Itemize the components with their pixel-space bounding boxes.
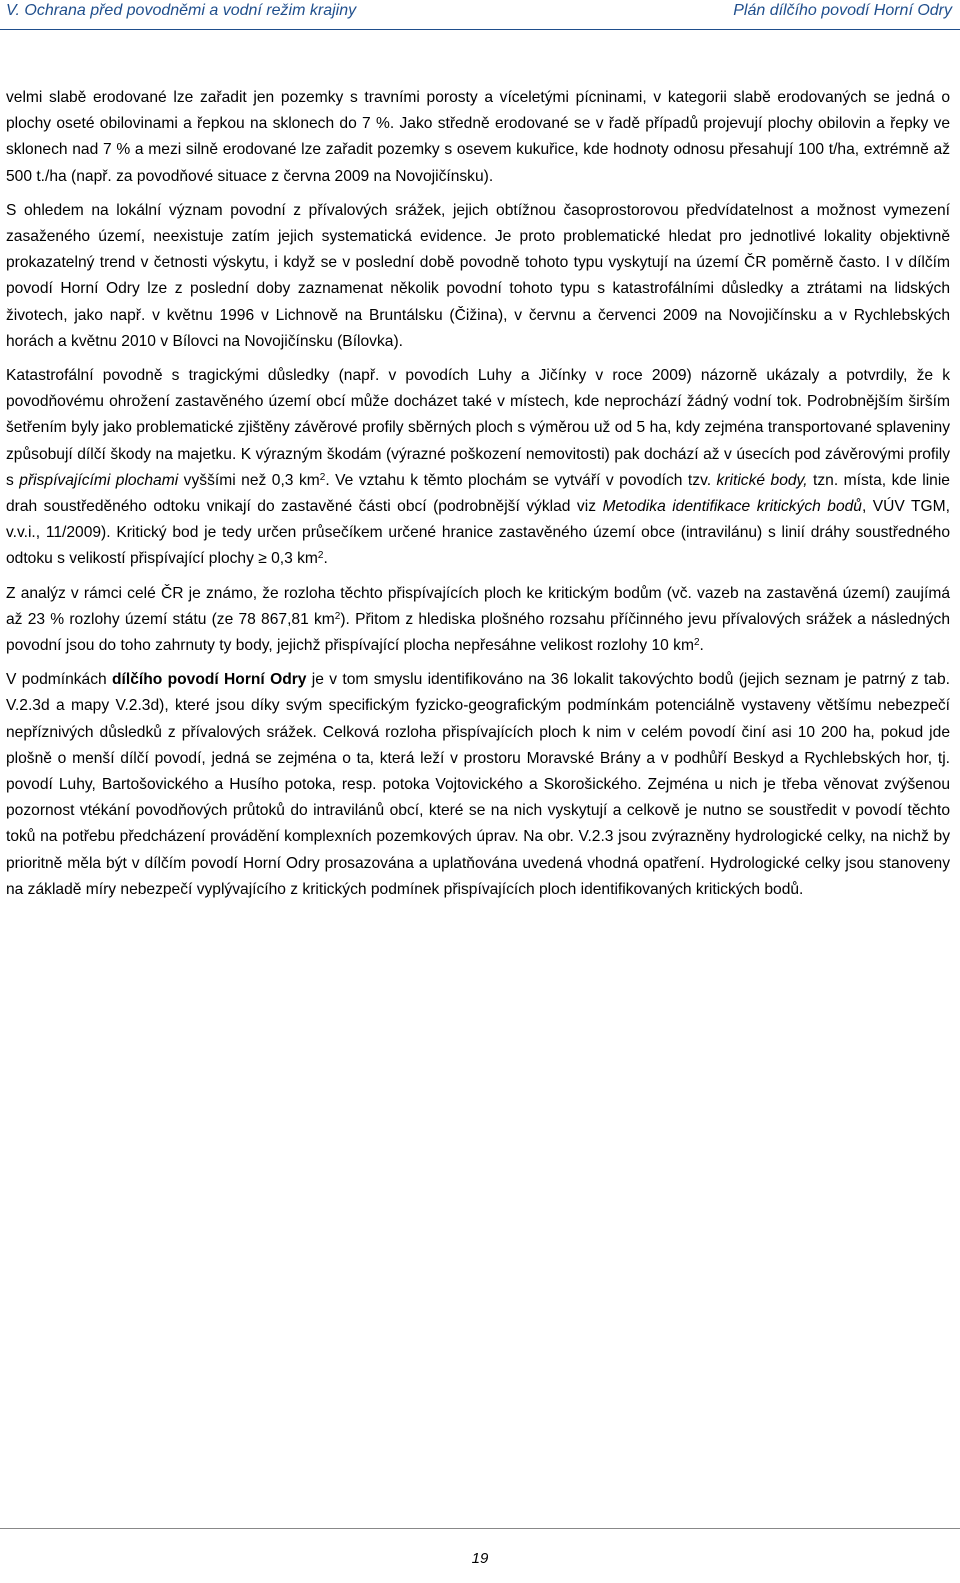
page-header <box>0 0 960 32</box>
superscript: 2 <box>319 471 326 483</box>
body-text <box>6 85 950 911</box>
text-run: . Ve vztahu k těmto plochám se vytváří v povodích tzv. <box>325 471 717 489</box>
document-title: Plán dílčího povodí Horní Odry <box>733 2 952 19</box>
paragraph-text: S ohledem na lokální význam povodní z přívalových srážek, jejich obtížnou časoprostorovou předvídatelnost a možnost vymezení zasaženého území, neexistuje zatím jejich systematická evidence. Je proto problematické hledat pro jednotlivé lokality objektivně prokazatelný trend v četnosti výskytu, i když se v poslední době povodně tohoto typu vyskytují na území ČR poměrně často. I v dílčím povodí Horní Odry lze z poslední doby zaznamenat několik povodní tohoto typu s katastrofálními důsledky a ztrátami na lidských životech, jako např. v květnu 1996 v Lichnově na Bruntálsku (Čižina), v červnu a červenci 2009 na Novojičínsku a v Rychlebských horách a květnu 2010 v Bílovci na Novojičínsku (Bílovka). <box>6 201 950 350</box>
text-run: vyššími než 0,3 km <box>178 471 320 489</box>
emphasis-contributing-areas: přispívajícími plochami <box>19 471 179 489</box>
paragraph-flash-flood-records <box>6 198 950 355</box>
superscript: 2 <box>317 550 324 562</box>
footer-divider <box>0 1528 960 1529</box>
text-run: V podmínkách <box>6 671 113 689</box>
emphasis-critical-points: kritické body, <box>716 471 808 489</box>
paragraph-text: velmi slabě erodované lze zařadit jen pozemky s travními porosty a víceletými pícninami, v kategorii slabě erodovaných se jedná o plochy oseté obilovinami a řepkou na sklonech do 7 %. Jako středně erodované se v řadě případů projevují plochy obilovin a řepky ve sklonech nad 7 % a mezi silně erodované lze zařadit pozemky s osevem kukuřice, kde hodnoty odnosu přesahují 100 t/ha, extrémně až 500 t./ha (např. za povodňové situace z června 2009 na Novojičínsku). <box>6 89 950 185</box>
chapter-title: V. Ochrana před povodněmi a vodní režim krajiny <box>6 2 357 19</box>
text-run: ). Přitom z hlediska plošného rozsahu příčinného jevu přívalových srážek a následných povodní jsou do toho zahrnuty ty body, jejichž přispívající plocha nepřesáhne velikost rozlohy 10 km <box>6 610 950 655</box>
text-run: Katastrofální povodně s tragickými důsledky (např. v povodích Luhy a Jičínky v roce 2009) názorně ukázaly a potvrdily, že k povodňovému ohrožení zastavěného území obcí může docházet také v místech, kde neprochází žádný vodní tok. Podrobnějším širším šetřením byly jako problematické zjištěny závěrové profily sběrných ploch s výměrou už od 5 ha, kdy zejména transportované splaveniny způsobují dílčí škody na majetku. K výrazným škodám (výrazné poškození nemovitosti) pak dochází až v úsecích pod závěrovými profily s <box>6 367 950 489</box>
greater-equal-symbol: ≥ <box>258 550 267 568</box>
paragraph-upper-odra-basin <box>6 667 950 903</box>
paragraph-national-analysis <box>6 581 950 660</box>
bold-basin-name: dílčího povodí Horní Odry <box>112 671 307 689</box>
text-run: Z analýz v rámci celé ČR je známo, že rozloha těchto přispívajících ploch ke kritickým bodům (vč. vazeb na zastavěná území) zaujímá až 23 % rozlohy území státu (ze 78 867,81 km <box>6 584 950 628</box>
superscript: 2 <box>334 610 341 622</box>
text-run: . <box>699 637 704 655</box>
text-run: 0,3 km <box>266 550 318 568</box>
superscript: 2 <box>693 637 700 649</box>
paragraph-critical-points <box>6 363 950 573</box>
text-run: . <box>323 550 328 568</box>
paragraph-erosion-categories <box>6 85 950 190</box>
header-divider <box>0 29 960 30</box>
text-run: je v tom smyslu identifikováno na 36 lokalit takovýchto bodů (jejich seznam je patrný z tab. V.2.3d a mapy V.2.3d), které jsou díky svým specifickým fyzicko-geografickým podmínkám potenciálně vystaveny většímu nebezpečí nepříznivých důsledků z přívalových srážek. Celková rozloha přispívajících ploch k nim v celém povodí činí asi 10 200 ha, pokud jde plošně o menší dílčí povodí, jedná se zejména o ta, která leží v prostoru Moravské Brány a v podhůří Beskyd a Rychlebských hor, tj. povodí Luhy, Bartošovického a Husího potoka, resp. potoka Vojtovického a Skorošického. Zejména u nich je třeba věnovat zvýšenou pozornost vtékání povodňových průtoků do intravilánů obcí, které se na nich vyskytují a celkově je nutno se soustředit v povodí těchto toků na potřebu předcházení provádění komplexních pozemkových úprav. Na obr. V.2.3 jsou zvýrazněny hydrologické celky, na nichž by prioritně měla být v dílčím povodí Horní Odry prosazována a uplatňována uvedená vhodná opatření. Hydrologické celky jsou stanoveny na základě míry nebezpečí vyplývajícího z kritických podmínek přispívajících ploch identifikovaných kritických bodů. <box>6 671 950 898</box>
text-run: tzn. místa, kde linie drah soustředěného odtoku vnikají do zastavěné části obcí (podrobnější výklad viz <box>6 471 950 516</box>
emphasis-methodology-title: Metodika identifikace kritických bodů <box>602 498 862 516</box>
text-run: , VÚV TGM, v.v.i., 11/2009). Kritický bod je tedy určen průsečíkem určené hranice zastavěného území obce (intravilánu) s linií dráhy soustředného odtoku s velikostí přispívající plochy <box>6 498 950 568</box>
page-number: 19 <box>471 1550 489 1567</box>
